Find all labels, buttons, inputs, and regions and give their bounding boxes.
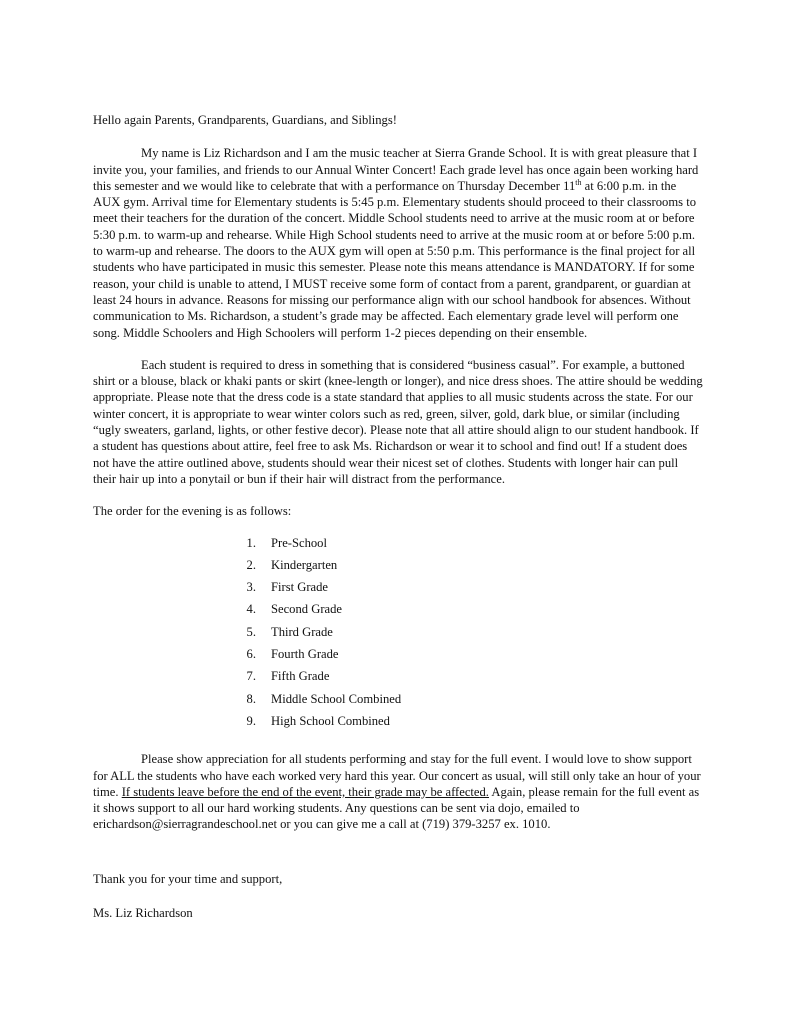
list-item-number: 6. bbox=[246, 647, 256, 662]
list-item-label: Kindergarten bbox=[271, 557, 338, 572]
list-item bbox=[233, 579, 703, 601]
greeting: Hello again Parents, Grandparents, Guardians, and Siblings! bbox=[93, 113, 397, 127]
list-item bbox=[233, 646, 703, 668]
list-item-label: Fourth Grade bbox=[271, 647, 339, 662]
paragraph-concert-info-text-a: My name is Liz Richardson and I am the music teacher at Sierra Grande School. It is with great pleasure that I invite you, your families, and friends to our Annual Winter Concert! Each grade level has once again been working hard this semester and we would like to celebrate that with a performance on Thursday December 11 bbox=[93, 146, 699, 193]
list-item-number: 2. bbox=[246, 557, 256, 572]
performance-order-list bbox=[93, 535, 703, 736]
list-item-label: High School Combined bbox=[271, 713, 390, 728]
list-item bbox=[233, 535, 703, 557]
list-item-number: 9. bbox=[246, 713, 256, 728]
list-item-number: 1. bbox=[246, 535, 256, 550]
order-intro: The order for the evening is as follows: bbox=[93, 504, 292, 519]
list-item bbox=[233, 668, 703, 690]
list-item-label: Second Grade bbox=[271, 602, 342, 617]
list-item-label: Third Grade bbox=[271, 624, 333, 639]
list-item-number: 8. bbox=[246, 691, 256, 706]
list-item bbox=[233, 601, 703, 623]
list-item-number: 5. bbox=[246, 624, 256, 639]
list-item bbox=[233, 624, 703, 646]
signature: Ms. Liz Richardson bbox=[93, 905, 193, 920]
paragraph-concert-info bbox=[93, 145, 703, 341]
list-item-label: Middle School Combined bbox=[271, 691, 402, 706]
list-item bbox=[233, 713, 703, 735]
list-item-number: 3. bbox=[246, 580, 256, 595]
paragraph-appreciation-text-a: Please show appreciation for all students performing and stay for the full event. I would love to show support for ALL the students who have each worked very hard this year. Our concert as usual, will still only take an hour of your time. bbox=[93, 752, 701, 799]
ordinal-suffix: th bbox=[575, 177, 582, 187]
list-item-label: First Grade bbox=[271, 580, 329, 595]
list-item bbox=[233, 691, 703, 713]
list-item bbox=[233, 557, 703, 579]
paragraph-appreciation bbox=[93, 751, 703, 832]
list-item-label: Pre-School bbox=[271, 535, 327, 550]
list-item-label: Fifth Grade bbox=[271, 669, 330, 684]
grade-warning: If students leave before the end of the event, their grade may be affected. bbox=[121, 784, 489, 799]
list-item-number: 7. bbox=[246, 669, 256, 684]
list-item-number: 4. bbox=[246, 602, 256, 617]
paragraph-concert-info-text-b: at 6:00 p.m. in the AUX gym. Arrival time for Elementary students is 5:45 p.m. Elementary students should proceed to their classrooms to meet their teachers for the duration of the concert. Middle School students need to arrive at the music room at or before 5:30 p.m. to warm-up and rehearse. While High School students need to arrive at the music room at or before 5:00 p.m. to warm-up and rehearse. The doors to the AUX gym will open at 5:50 p.m. This performance is the final project for all students who have participated in music this semester. Please note this means attendance is MANDATORY. If for some reason, your child is unable to attend, I MUST receive some form of contact from a parent, grandparent, or guardian at least 24 hours in advance. Reasons for missing our performance align with our school handbook for absences. Without communication to Ms. Richardson, a student’s grade may be affected. Each elementary grade level will perform one song. Middle Schoolers and High Schoolers will perform 1-2 pieces depending on their ensemble. bbox=[93, 178, 696, 340]
paragraph-appreciation-text-b: Again, please remain for the full event as it shows support to all our hard working students. Any questions can be sent via dojo, emailed to erichardson@sierragrandeschool.net or you can give me a call at (719) 379-3257 ex. 1010. bbox=[93, 784, 700, 832]
paragraph-dress-code: Each student is required to dress in something that is considered “business casual”. For example, a buttoned shirt or a blouse, black or khaki pants or skirt (knee-length or longer), and nice dress shoes. The attire should be wedding appropriate. Please note that the dress code is a state standard that applies to all music students across the state. For our winter concert, it is appropriate to wear winter colors such as red, green, silver, gold, dark blue, or similar (including “ugly sweaters, garland, lights, or other festive decor). Please note that all attire should align to our student handbook. If a student has questions about attire, feel free to ask Ms. Richardson or wear it to school and find out! If a student does not have the attire outlined above, students should wear their nicest set of clothes. Students with longer hair can pull their hair up into a ponytail or bun if their hair will distract from the performance. bbox=[93, 357, 703, 486]
closing-line: Thank you for your time and support, bbox=[93, 871, 283, 886]
